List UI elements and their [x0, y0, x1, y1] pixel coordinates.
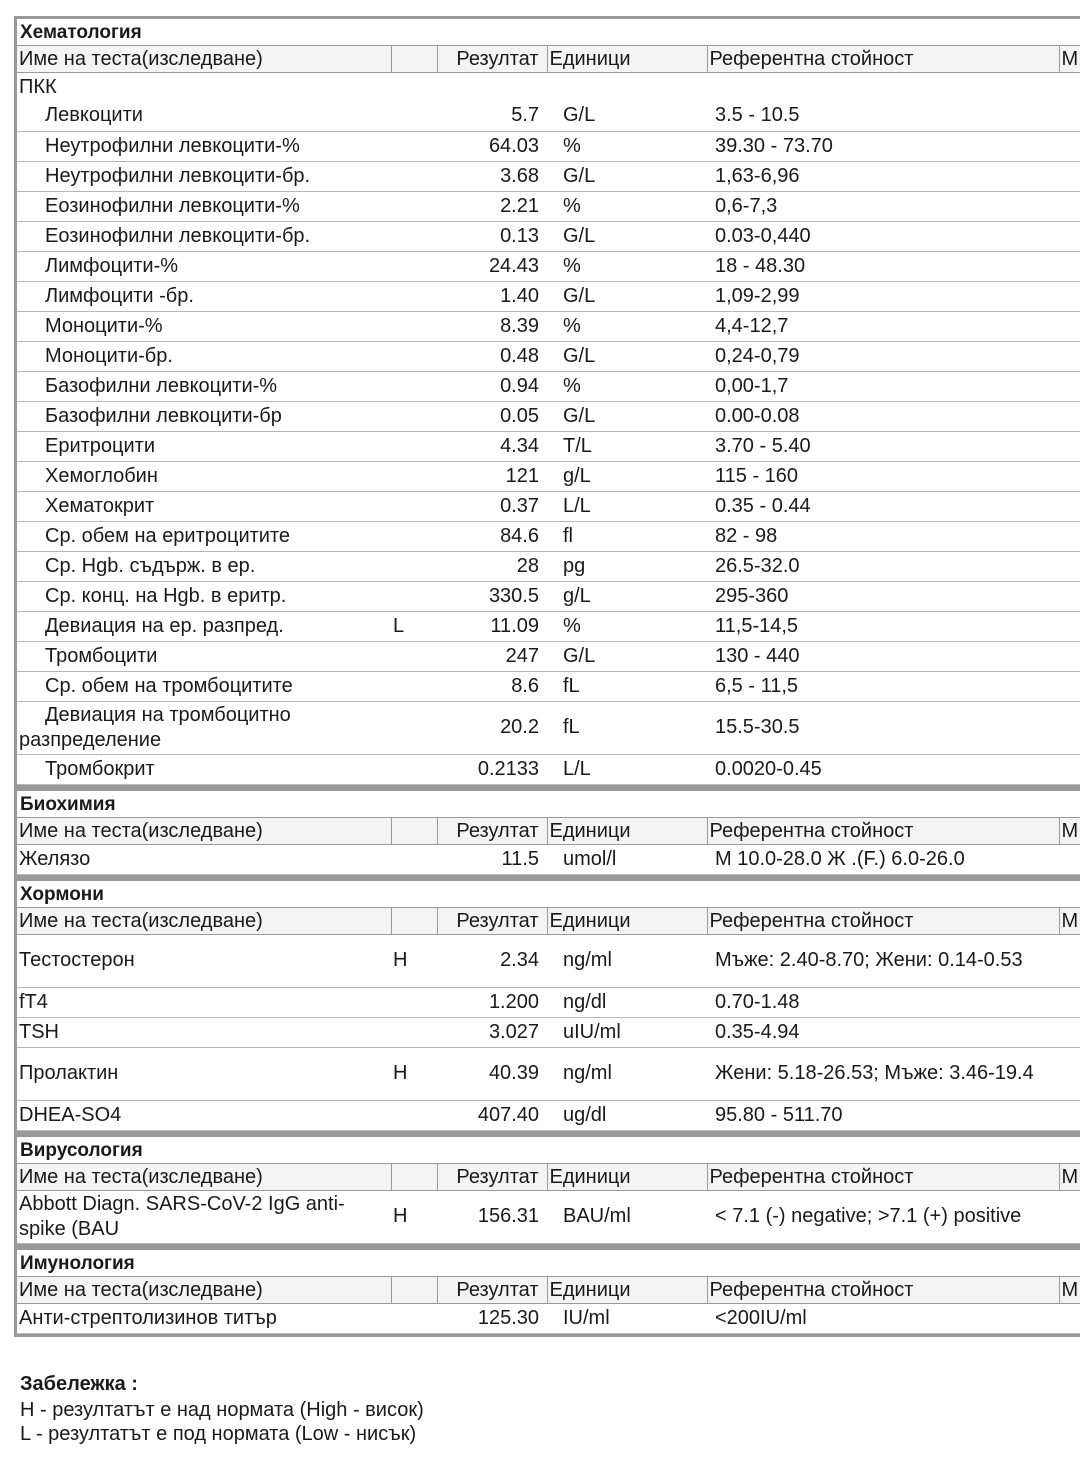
result-flag: Н	[391, 1047, 437, 1100]
table-row	[17, 1047, 1080, 1100]
reference-range: 3.70 - 5.40	[707, 431, 1059, 461]
table-row	[17, 311, 1080, 341]
result-unit: %	[547, 371, 707, 401]
result-unit: IU/ml	[547, 1303, 707, 1333]
reference-range: 0.00-0.08	[707, 401, 1059, 431]
table-row	[17, 934, 1080, 987]
table-row	[17, 161, 1080, 191]
table-row	[17, 281, 1080, 311]
table-row	[17, 491, 1080, 521]
test-name: Ср. обем на еритроцитите	[17, 521, 391, 551]
result-value: 0.37	[437, 491, 547, 521]
m-cell	[1059, 611, 1080, 641]
test-name: Моноцити-бр.	[17, 341, 391, 371]
result-value: 1.40	[437, 281, 547, 311]
result-flag	[391, 461, 437, 491]
header-result: Резултат	[437, 1277, 547, 1304]
header-m: М	[1059, 1164, 1080, 1191]
header-unit: Единици	[547, 818, 707, 845]
result-flag	[391, 844, 437, 874]
section-4	[14, 1247, 1080, 1337]
table-row	[17, 581, 1080, 611]
reference-range: 115 - 160	[707, 461, 1059, 491]
reference-range: 4,4-12,7	[707, 311, 1059, 341]
header-m: М	[1059, 908, 1080, 935]
table-row	[17, 611, 1080, 641]
table-row	[17, 1190, 1080, 1243]
result-unit: G/L	[547, 221, 707, 251]
header-ref: Референтна стойност	[707, 46, 1059, 73]
m-cell	[1059, 551, 1080, 581]
result-flag	[391, 641, 437, 671]
section-title: Имунология	[17, 1250, 1080, 1277]
reference-range: 18 - 48.30	[707, 251, 1059, 281]
result-flag	[391, 581, 437, 611]
m-cell	[1059, 1100, 1080, 1130]
test-name: Тромбокрит	[17, 754, 391, 784]
note-block	[20, 1372, 424, 1446]
table-row	[17, 341, 1080, 371]
result-value: 0.48	[437, 341, 547, 371]
result-value: 84.6	[437, 521, 547, 551]
table-row	[17, 641, 1080, 671]
test-name: Ср. обем на тромбоцитите	[17, 671, 391, 701]
section-2	[14, 878, 1080, 1134]
test-name: Желязо	[17, 844, 391, 874]
table-row	[17, 551, 1080, 581]
test-name: Abbott Diagn. SARS-CoV-2 IgG anti-spike (BAU	[17, 1190, 391, 1243]
table-row	[17, 754, 1080, 784]
m-cell	[1059, 401, 1080, 431]
section-1	[14, 788, 1080, 878]
table-row	[17, 701, 1080, 754]
result-flag	[391, 341, 437, 371]
header-m: М	[1059, 818, 1080, 845]
result-value: 2.21	[437, 191, 547, 221]
reference-range: 3.5 - 10.5	[707, 101, 1059, 131]
test-name: Левкоцити	[17, 101, 391, 131]
m-cell	[1059, 131, 1080, 161]
reference-range: 0.35-4.94	[707, 1017, 1059, 1047]
test-name: Пролактин	[17, 1047, 391, 1100]
result-unit: uIU/ml	[547, 1017, 707, 1047]
result-flag	[391, 221, 437, 251]
result-unit: g/L	[547, 581, 707, 611]
result-flag	[391, 1100, 437, 1130]
result-unit: G/L	[547, 161, 707, 191]
result-flag	[391, 251, 437, 281]
m-cell	[1059, 491, 1080, 521]
reference-range: 0.03-0,440	[707, 221, 1059, 251]
header-unit: Единици	[547, 46, 707, 73]
test-name: Лимфоцити-%	[17, 251, 391, 281]
result-unit: %	[547, 191, 707, 221]
note-line-high: Н - резултатът е над нормата (High - висок)	[20, 1399, 424, 1421]
table-row	[17, 1303, 1080, 1333]
header-ref: Референтна стойност	[707, 818, 1059, 845]
result-value: 0.2133	[437, 754, 547, 784]
result-unit: L/L	[547, 754, 707, 784]
result-unit: fl	[547, 521, 707, 551]
table-row	[17, 461, 1080, 491]
table-row	[17, 251, 1080, 281]
header-flag	[391, 1277, 437, 1304]
header-name: Име на теста(изследване)	[17, 46, 391, 73]
header-unit: Единици	[547, 1277, 707, 1304]
test-name: Моноцити-%	[17, 311, 391, 341]
m-cell	[1059, 311, 1080, 341]
result-unit: ng/ml	[547, 934, 707, 987]
header-row	[17, 818, 1080, 845]
reference-range: < 7.1 (-) negative; >7.1 (+) positive	[707, 1190, 1059, 1243]
test-name: Ср. конц. на Hgb. в еритр.	[17, 581, 391, 611]
test-name: Еозинофилни левкоцити-бр.	[17, 221, 391, 251]
result-value: 64.03	[437, 131, 547, 161]
m-cell	[1059, 1047, 1080, 1100]
header-row	[17, 1164, 1080, 1191]
m-cell	[1059, 987, 1080, 1017]
result-value: 8.39	[437, 311, 547, 341]
reference-range: 11,5-14,5	[707, 611, 1059, 641]
result-value: 40.39	[437, 1047, 547, 1100]
table-row	[17, 221, 1080, 251]
header-result: Резултат	[437, 818, 547, 845]
reference-range: 39.30 - 73.70	[707, 131, 1059, 161]
table-row	[17, 371, 1080, 401]
header-row	[17, 1277, 1080, 1304]
table-row	[17, 1017, 1080, 1047]
reference-range: 15.5-30.5	[707, 701, 1059, 754]
header-row	[17, 908, 1080, 935]
test-name: TSH	[17, 1017, 391, 1047]
result-unit: L/L	[547, 491, 707, 521]
result-value: 1.200	[437, 987, 547, 1017]
header-unit: Единици	[547, 1164, 707, 1191]
test-name: Тестостерон	[17, 934, 391, 987]
header-name: Име на теста(изследване)	[17, 818, 391, 845]
header-flag	[391, 818, 437, 845]
subgroup-label: ПКК	[19, 75, 57, 98]
result-value: 11.09	[437, 611, 547, 641]
note-line-low: L - резултатът е под нормата (Low - нисък)	[20, 1423, 417, 1445]
reference-range: 95.80 - 511.70	[707, 1100, 1059, 1130]
result-unit: %	[547, 131, 707, 161]
result-flag	[391, 401, 437, 431]
m-cell	[1059, 641, 1080, 671]
section-0	[14, 16, 1080, 788]
m-cell	[1059, 521, 1080, 551]
result-unit: umol/l	[547, 844, 707, 874]
m-cell	[1059, 221, 1080, 251]
m-cell	[1059, 431, 1080, 461]
header-row	[17, 46, 1080, 73]
result-unit: G/L	[547, 101, 707, 131]
header-name: Име на теста(изследване)	[17, 1164, 391, 1191]
m-cell	[1059, 461, 1080, 491]
reference-range: 82 - 98	[707, 521, 1059, 551]
result-unit: G/L	[547, 401, 707, 431]
result-value: 4.34	[437, 431, 547, 461]
header-flag	[391, 908, 437, 935]
result-flag	[391, 281, 437, 311]
header-ref: Референтна стойност	[707, 1277, 1059, 1304]
results-table	[17, 908, 1080, 1131]
result-unit: %	[547, 251, 707, 281]
header-result: Резултат	[437, 46, 547, 73]
result-flag	[391, 754, 437, 784]
note-title: Забележка :	[20, 1373, 138, 1395]
reference-range: 0.0020-0.45	[707, 754, 1059, 784]
test-name: Хематокрит	[17, 491, 391, 521]
m-cell	[1059, 101, 1080, 131]
reference-range: 0.35 - 0.44	[707, 491, 1059, 521]
m-cell	[1059, 341, 1080, 371]
reference-range: Мъже: 2.40-8.70; Жени: 0.14-0.53	[707, 934, 1059, 987]
m-cell	[1059, 754, 1080, 784]
m-cell	[1059, 581, 1080, 611]
m-cell	[1059, 1017, 1080, 1047]
result-flag	[391, 551, 437, 581]
m-cell	[1059, 701, 1080, 754]
table-row	[17, 844, 1080, 874]
header-m: М	[1059, 46, 1080, 73]
result-unit: ng/dl	[547, 987, 707, 1017]
header-ref: Референтна стойност	[707, 908, 1059, 935]
test-name: Девиация на ер. разпред.	[17, 611, 391, 641]
result-value: 247	[437, 641, 547, 671]
reference-range: 130 - 440	[707, 641, 1059, 671]
reference-range: М 10.0-28.0 Ж .(F.) 6.0-26.0	[707, 844, 1059, 874]
result-unit: g/L	[547, 461, 707, 491]
result-flag: Н	[391, 1190, 437, 1243]
result-value: 3.68	[437, 161, 547, 191]
table-row	[17, 191, 1080, 221]
subgroup-row	[17, 73, 1080, 102]
table-row	[17, 401, 1080, 431]
result-value: 20.2	[437, 701, 547, 754]
reference-range: 295-360	[707, 581, 1059, 611]
result-value: 8.6	[437, 671, 547, 701]
section-3	[14, 1134, 1080, 1247]
header-flag	[391, 46, 437, 73]
result-value: 0.05	[437, 401, 547, 431]
table-row	[17, 131, 1080, 161]
test-name: Девиация на тромбоцитно разпределение	[17, 701, 391, 754]
test-name: Еозинофилни левкоцити-%	[17, 191, 391, 221]
header-flag	[391, 1164, 437, 1191]
result-flag	[391, 1303, 437, 1333]
m-cell	[1059, 1303, 1080, 1333]
table-row	[17, 987, 1080, 1017]
result-unit: %	[547, 611, 707, 641]
result-flag	[391, 671, 437, 701]
result-unit: ug/dl	[547, 1100, 707, 1130]
result-unit: fL	[547, 671, 707, 701]
result-flag	[391, 311, 437, 341]
section-title: Хормони	[17, 881, 1080, 908]
result-unit: G/L	[547, 641, 707, 671]
results-table	[17, 818, 1080, 875]
header-result: Резултат	[437, 1164, 547, 1191]
test-name: Анти-стрептолизинов титър	[17, 1303, 391, 1333]
reference-range: 0.70-1.48	[707, 987, 1059, 1017]
result-value: 28	[437, 551, 547, 581]
result-unit: BAU/ml	[547, 1190, 707, 1243]
reference-range: 0,6-7,3	[707, 191, 1059, 221]
results-table	[17, 1277, 1080, 1334]
result-unit: %	[547, 311, 707, 341]
m-cell	[1059, 934, 1080, 987]
table-row	[17, 101, 1080, 131]
result-flag: Н	[391, 934, 437, 987]
result-flag	[391, 521, 437, 551]
reference-range: 26.5-32.0	[707, 551, 1059, 581]
reference-range: 0,00-1,7	[707, 371, 1059, 401]
result-value: 5.7	[437, 101, 547, 131]
reference-range: 1,63-6,96	[707, 161, 1059, 191]
reference-range: Жени: 5.18-26.53; Мъже: 3.46-19.4	[707, 1047, 1059, 1100]
test-name: Неутрофилни левкоцити-бр.	[17, 161, 391, 191]
test-name: Базофилни левкоцити-%	[17, 371, 391, 401]
result-value: 11.5	[437, 844, 547, 874]
result-flag	[391, 701, 437, 754]
result-value: 330.5	[437, 581, 547, 611]
header-name: Име на теста(изследване)	[17, 908, 391, 935]
result-unit: G/L	[547, 341, 707, 371]
section-title: Хематология	[17, 19, 1080, 46]
result-value: 0.13	[437, 221, 547, 251]
result-flag	[391, 131, 437, 161]
result-flag	[391, 1017, 437, 1047]
lab-report	[14, 16, 1080, 1337]
m-cell	[1059, 251, 1080, 281]
result-flag	[391, 101, 437, 131]
results-table	[17, 46, 1080, 785]
m-cell	[1059, 844, 1080, 874]
result-unit: T/L	[547, 431, 707, 461]
test-name: Неутрофилни левкоцити-%	[17, 131, 391, 161]
result-value: 0.94	[437, 371, 547, 401]
reference-range: 1,09-2,99	[707, 281, 1059, 311]
test-name: Базофилни левкоцити-бр	[17, 401, 391, 431]
reference-range: 6,5 - 11,5	[707, 671, 1059, 701]
test-name: Ср. Hgb. съдърж. в ер.	[17, 551, 391, 581]
table-row	[17, 1100, 1080, 1130]
result-flag: L	[391, 611, 437, 641]
result-unit: G/L	[547, 281, 707, 311]
table-row	[17, 671, 1080, 701]
test-name: Хемоглобин	[17, 461, 391, 491]
header-name: Име на теста(изследване)	[17, 1277, 391, 1304]
result-flag	[391, 371, 437, 401]
results-table	[17, 1164, 1080, 1244]
header-unit: Единици	[547, 908, 707, 935]
result-flag	[391, 431, 437, 461]
result-value: 156.31	[437, 1190, 547, 1243]
result-value: 125.30	[437, 1303, 547, 1333]
header-result: Резултат	[437, 908, 547, 935]
test-name: DHEA-SO4	[17, 1100, 391, 1130]
reference-range: 0,24-0,79	[707, 341, 1059, 371]
test-name: Тромбоцити	[17, 641, 391, 671]
result-value: 24.43	[437, 251, 547, 281]
test-name: Еритроцити	[17, 431, 391, 461]
result-flag	[391, 491, 437, 521]
header-m: М	[1059, 1277, 1080, 1304]
section-title: Биохимия	[17, 791, 1080, 818]
m-cell	[1059, 281, 1080, 311]
result-flag	[391, 987, 437, 1017]
table-row	[17, 521, 1080, 551]
m-cell	[1059, 371, 1080, 401]
result-unit: ng/ml	[547, 1047, 707, 1100]
result-flag	[391, 191, 437, 221]
result-value: 121	[437, 461, 547, 491]
table-row	[17, 431, 1080, 461]
m-cell	[1059, 1190, 1080, 1243]
reference-range: <200IU/ml	[707, 1303, 1059, 1333]
m-cell	[1059, 671, 1080, 701]
header-ref: Референтна стойност	[707, 1164, 1059, 1191]
result-flag	[391, 161, 437, 191]
result-value: 2.34	[437, 934, 547, 987]
result-unit: fL	[547, 701, 707, 754]
result-value: 3.027	[437, 1017, 547, 1047]
result-value: 407.40	[437, 1100, 547, 1130]
result-unit: pg	[547, 551, 707, 581]
m-cell	[1059, 191, 1080, 221]
m-cell	[1059, 161, 1080, 191]
section-title: Вирусология	[17, 1137, 1080, 1164]
test-name: Лимфоцити -бр.	[17, 281, 391, 311]
test-name: fT4	[17, 987, 391, 1017]
